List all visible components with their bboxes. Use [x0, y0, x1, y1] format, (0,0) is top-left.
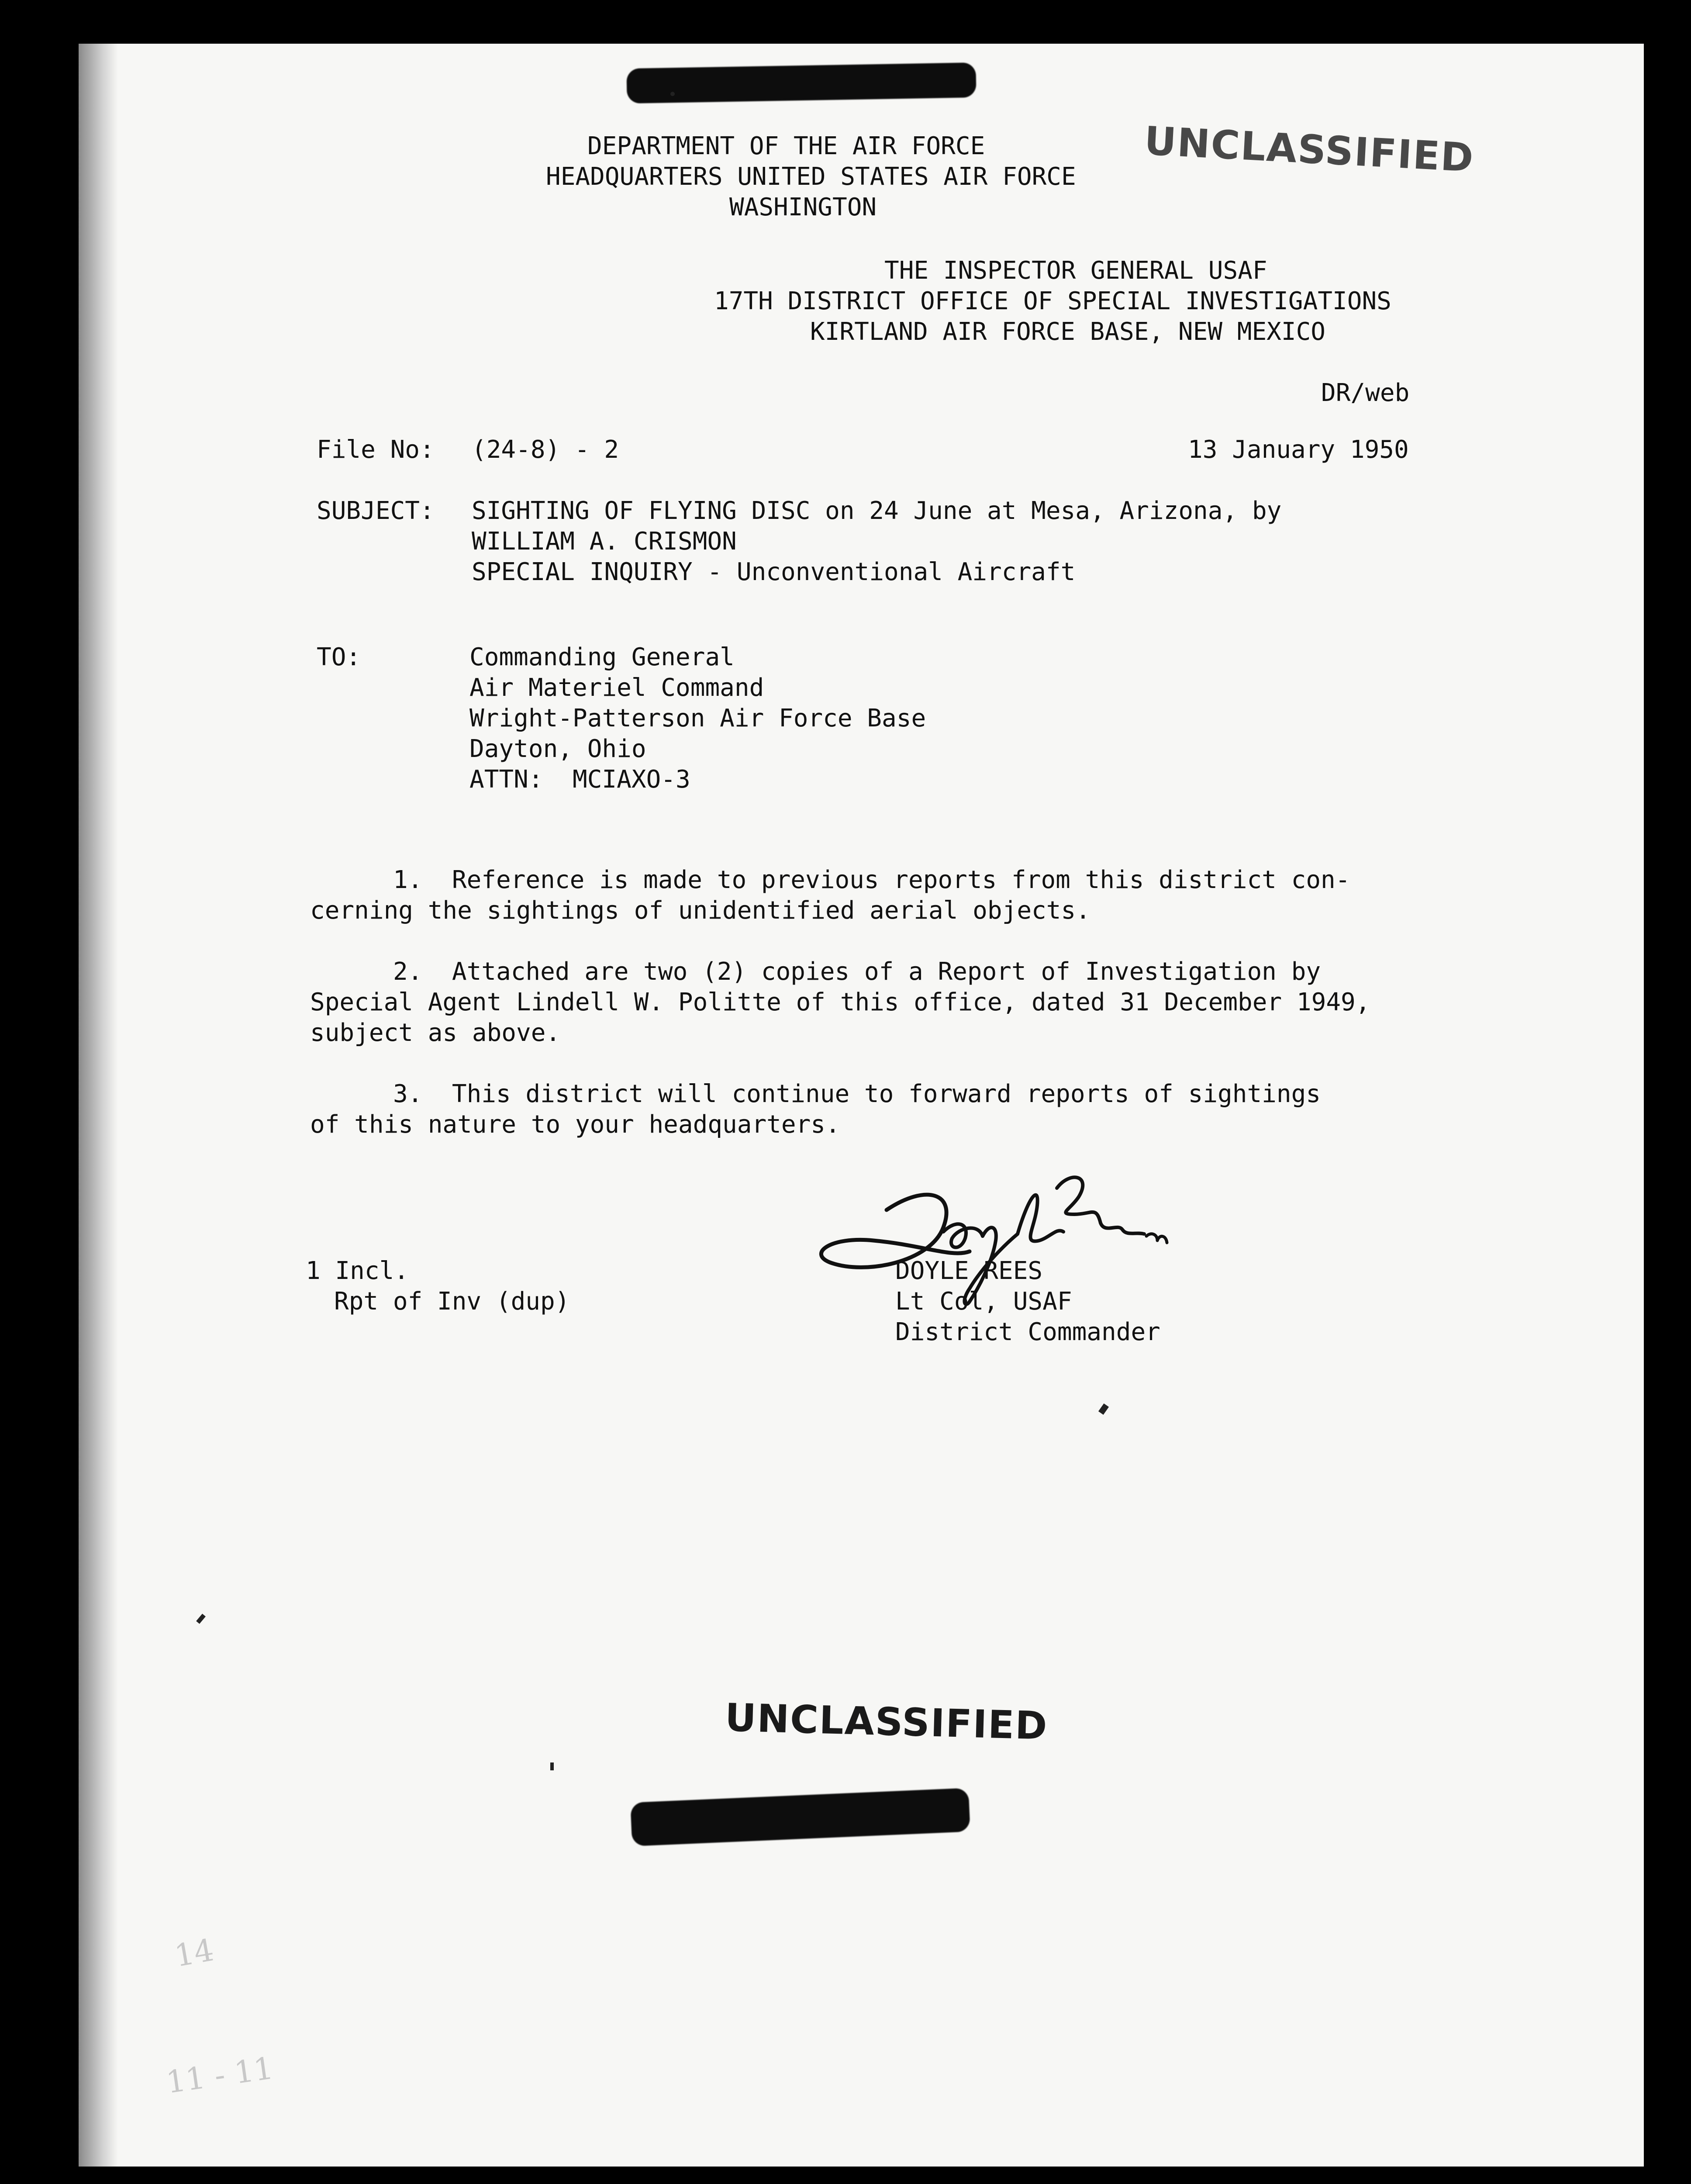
file-no-label: File No:: [317, 435, 435, 464]
redaction-bar-top: [626, 62, 976, 104]
office-line-2: 17TH DISTRICT OFFICE OF SPECIAL INVESTIGATIONS: [714, 287, 1391, 315]
paragraph-1-line-2: cerning the sightings of unidentified aerial objects.: [310, 896, 1091, 925]
to-line-4: Dayton, Ohio: [469, 735, 646, 763]
signer-rank: Lt Col, USAF: [895, 1287, 1072, 1316]
enclosure-line-1: 1 Incl.: [306, 1257, 409, 1285]
enclosure-line-2: Rpt of Inv (dup): [334, 1287, 570, 1316]
office-line-3: KIRTLAND AIR FORCE BASE, NEW MEXICO: [810, 318, 1326, 346]
document-date: 13 January 1950: [1188, 435, 1409, 464]
subject-line-2: WILLIAM A. CRISMON: [472, 527, 737, 556]
ink-speck: [550, 1762, 554, 1770]
faint-margin-note-2: 11 - 11: [164, 2050, 276, 2101]
file-no-value: (24-8) - 2: [472, 435, 619, 464]
unclassified-stamp-top: UNCLASSIFIED: [1143, 118, 1475, 181]
paragraph-2-line-2: Special Agent Lindell W. Politte of this office, dated 31 December 1949,: [310, 988, 1370, 1016]
ink-speck: [1098, 1403, 1109, 1415]
header-line-3: WASHINGTON: [729, 193, 877, 221]
paragraph-3-line-1: 3. This district will continue to forward reports of sightings: [393, 1080, 1321, 1108]
subject-line-1: SIGHTING OF FLYING DISC on 24 June at Mesa, Arizona, by: [472, 497, 1282, 525]
to-line-5: ATTN: MCIAXO-3: [469, 765, 690, 794]
subject-label: SUBJECT:: [317, 497, 435, 525]
paragraph-3-line-2: of this nature to your headquarters.: [310, 1110, 840, 1139]
to-label: TO:: [317, 643, 361, 671]
header-line-1: DEPARTMENT OF THE AIR FORCE: [587, 132, 985, 160]
signer-name: DOYLE REES: [895, 1257, 1043, 1285]
paragraph-2-line-3: subject as above.: [310, 1019, 561, 1047]
signer-title: District Commander: [895, 1318, 1160, 1346]
to-line-1: Commanding General: [469, 643, 735, 671]
redaction-bar-bottom: [630, 1788, 970, 1846]
reference-initials: DR/web: [1321, 379, 1410, 407]
to-line-3: Wright-Patterson Air Force Base: [469, 704, 926, 733]
scan-edge-shadow: [79, 44, 118, 2167]
faint-margin-note-1: 14: [172, 1932, 217, 1974]
subject-line-3: SPECIAL INQUIRY - Unconventional Aircraft: [472, 558, 1076, 586]
ink-speck: [196, 1614, 206, 1624]
to-line-2: Air Materiel Command: [469, 674, 764, 702]
unclassified-stamp-bottom: UNCLASSIFIED: [724, 1695, 1049, 1749]
document-page: [79, 44, 1644, 2167]
office-line-1: THE INSPECTOR GENERAL USAF: [884, 256, 1267, 285]
paragraph-1-line-1: 1. Reference is made to previous reports from this district con-: [393, 866, 1350, 894]
header-line-2: HEADQUARTERS UNITED STATES AIR FORCE: [546, 162, 1076, 191]
ink-speck: [670, 92, 675, 96]
paragraph-2-line-1: 2. Attached are two (2) copies of a Report of Investigation by: [393, 957, 1321, 986]
